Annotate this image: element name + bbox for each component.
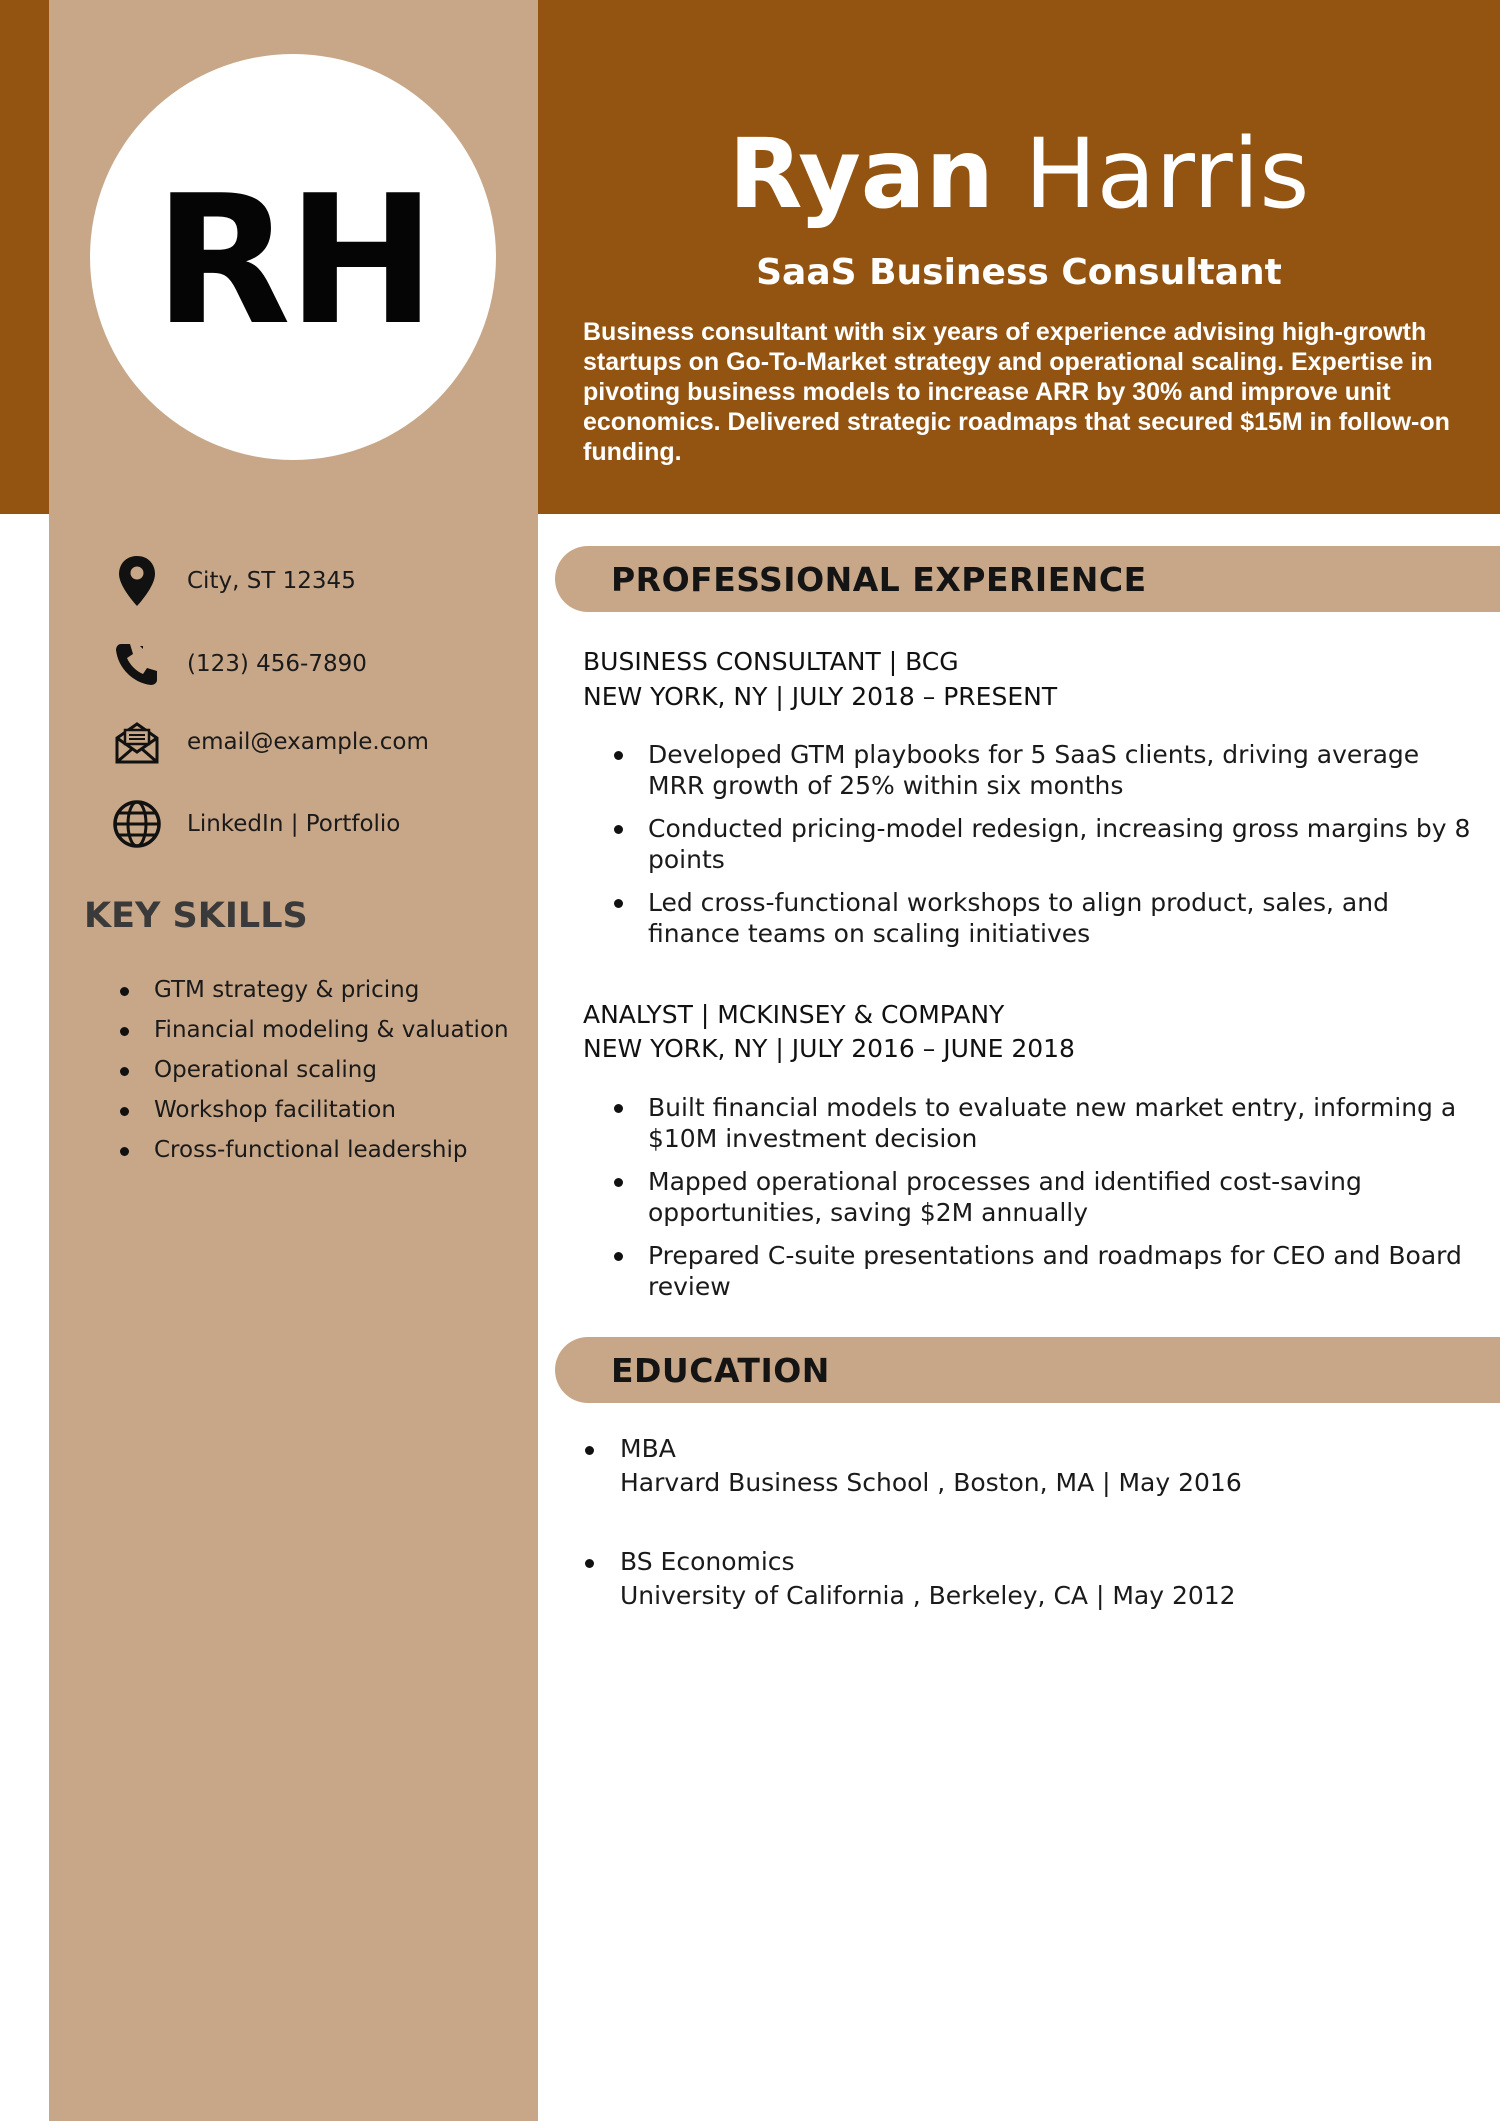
map-pin-icon xyxy=(110,554,164,608)
skill-item: Operational scaling xyxy=(118,1050,509,1090)
skill-item: Cross-functional leadership xyxy=(118,1130,509,1170)
job-2-role: ANALYST | MCKINSEY & COMPANY xyxy=(583,1000,1005,1029)
contact-location xyxy=(110,551,356,611)
phone-text: (123) 456-7890 xyxy=(187,651,367,677)
education-entry-2 xyxy=(583,1545,1483,1613)
education-heading: EDUCATION xyxy=(611,1350,830,1390)
job-1-role: BUSINESS CONSULTANT | BCG xyxy=(583,647,959,676)
school-detail: University of California , Berkeley, CA | May 2012 xyxy=(620,1581,1236,1610)
job-bullet: Built financial models to evaluate new market entry, informing a $10M investment decision xyxy=(612,1092,1472,1154)
skill-item: Financial modeling & valuation xyxy=(118,1010,509,1050)
job-2-location: NEW YORK, NY | JULY 2016 – JUNE 2018 xyxy=(583,1034,1075,1063)
globe-icon xyxy=(110,797,164,851)
profile-summary: Business consultant with six years of experience advising high-growth startups on Go-To-Market strategy and operational scaling. Expertise in pivoting business models to increase ARR by 30% and improve unit economics. Delivered strategic roadmaps that secured $15M in follow-on funding. xyxy=(583,318,1450,466)
contact-email xyxy=(110,712,429,772)
degree: MBA xyxy=(620,1434,676,1463)
location-text: City, ST 12345 xyxy=(187,568,356,594)
school-detail: Harvard Business School , Boston, MA | May 2016 xyxy=(620,1468,1242,1497)
job-bullet: Mapped operational processes and identified cost-saving opportunities, saving $2M annually xyxy=(612,1166,1472,1228)
experience-section-header xyxy=(555,546,1500,612)
education-entry-1 xyxy=(583,1432,1483,1500)
education-section-header xyxy=(555,1337,1500,1403)
candidate-name xyxy=(538,118,1500,230)
contact-phone xyxy=(110,634,367,694)
skill-item: GTM strategy & pricing xyxy=(118,970,509,1010)
degree: BS Economics xyxy=(620,1547,795,1576)
job-title: SaaS Business Consultant xyxy=(756,252,1282,293)
job-bullet: Developed GTM playbooks for 5 SaaS clients, driving average MRR growth of 25% within six months xyxy=(612,739,1472,801)
job-1-bullets xyxy=(612,739,1472,961)
last-name: Harris xyxy=(1024,118,1310,230)
email-text[interactable]: email@example.com xyxy=(187,729,429,755)
monogram-initials: RH xyxy=(153,157,433,364)
skills-heading: KEY SKILLS xyxy=(84,896,308,936)
contact-links xyxy=(110,794,400,854)
skill-item: Workshop facilitation xyxy=(118,1090,509,1130)
links-text[interactable]: LinkedIn | Portfolio xyxy=(187,811,401,837)
job-bullet: Prepared C-suite presentations and roadmaps for CEO and Board review xyxy=(612,1240,1472,1302)
skills-list xyxy=(118,970,509,1170)
monogram-circle xyxy=(90,54,496,460)
job-bullet: Led cross-functional workshops to align product, sales, and finance teams on scaling initiatives xyxy=(612,887,1472,949)
job-1-location: NEW YORK, NY | JULY 2018 – PRESENT xyxy=(583,682,1058,711)
first-name: Ryan xyxy=(728,118,994,230)
job-bullet: Conducted pricing-model redesign, increasing gross margins by 8 points xyxy=(612,813,1472,875)
envelope-icon xyxy=(110,715,164,769)
experience-heading: PROFESSIONAL EXPERIENCE xyxy=(611,559,1147,599)
phone-icon xyxy=(110,637,164,691)
job-2-bullets xyxy=(612,1092,1472,1314)
